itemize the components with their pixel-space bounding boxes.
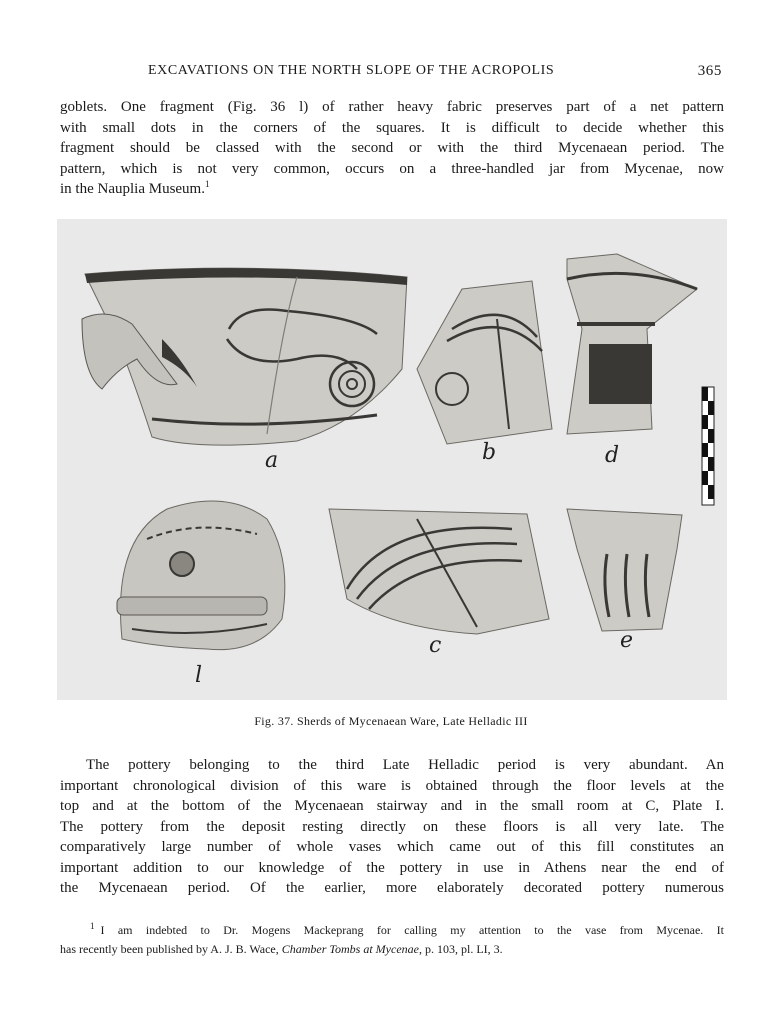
sherd-d [567, 254, 697, 434]
text-line: the Mycenaean period. Of the earlier, more elaborately decorated pottery numerous [60, 880, 724, 896]
paragraph-2 [60, 755, 724, 899]
label-c: c [429, 633, 442, 658]
text-line: The pottery belonging to the third Late Helladic period is very abundant. An [86, 757, 724, 773]
sherd-l [117, 501, 285, 650]
footnote-line [60, 940, 724, 959]
scale-bar [702, 387, 714, 505]
footnote-marker: 1 [90, 921, 95, 931]
text-line: pattern, which is not very common, occurs on a three-handled jar from Mycenae, now [60, 160, 724, 177]
footnote-line [60, 921, 724, 940]
footnote-ref[interactable]: 1 [204, 179, 210, 189]
footnote-text: has recently been published by A. J. B. Wace, [60, 942, 282, 956]
label-b: b [482, 440, 497, 465]
footnote-text: , p. 103, pl. LI, 3. [418, 942, 503, 956]
figure-caption: Fig. 37. Sherds of Mycenaean Ware, Late Helladic III [254, 714, 528, 728]
paragraph-1 [60, 97, 724, 200]
sherd-plate-illustration [57, 219, 727, 700]
label-e: e [620, 628, 634, 653]
text-line: with small dots in the corners of the squares. It is difficult to decide whether this [60, 119, 724, 136]
sherd-c [329, 509, 549, 634]
label-d: d [605, 443, 620, 468]
sherd-e [567, 509, 682, 631]
text-line: important addition to our knowledge of the pottery in use in Athens near the end of [60, 859, 724, 876]
cited-title: Chamber Tombs at Mycenae [281, 942, 419, 956]
page-number: 365 [697, 63, 722, 79]
label-l: l [195, 663, 203, 688]
label-a: a [265, 448, 279, 473]
text-line: top and at the bottom of the Mycenaean stairway and in the small room at C, Plate I. [60, 798, 724, 814]
text-fragment: in the Nauplia Museum. [60, 181, 205, 197]
text-line: fragment should be classed with the second or with the third Mycenaean period. The [60, 140, 724, 156]
running-header [60, 63, 724, 83]
text-line: important chronological division of this ware is obtained through the floor levels at the [60, 777, 724, 794]
sherd-b [417, 281, 552, 444]
text-line [60, 179, 724, 200]
footnote-text: I am indebted to Dr. Mogens Mackeprang for calling my attention to the vase from Mycenae. It [100, 923, 724, 937]
footnote [60, 921, 724, 959]
running-title: EXCAVATIONS ON THE NORTH SLOPE OF THE ACROPOLIS [148, 63, 555, 78]
text-line: The pottery from the deposit resting directly on these floors is all very late. The [60, 818, 724, 835]
text-line: comparatively large number of whole vases which came out of this fill constitutes an [60, 839, 724, 855]
sherd-a [82, 268, 407, 445]
text-line: goblets. One fragment (Fig. 36 l) of rather heavy fabric preserves part of a net pattern [60, 99, 724, 115]
figure-37-photo [57, 219, 727, 700]
